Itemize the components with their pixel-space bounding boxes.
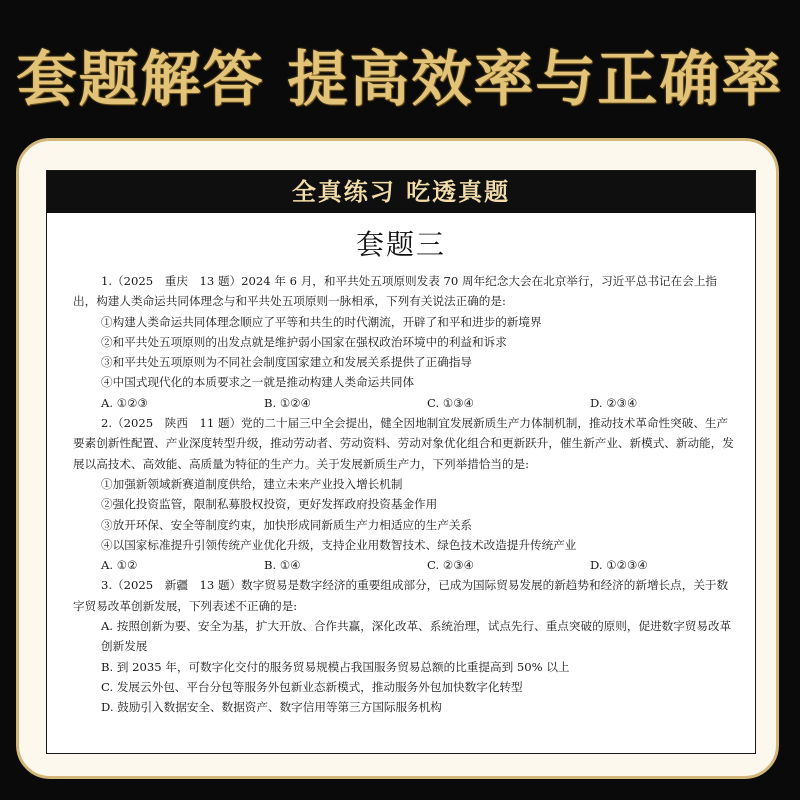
answer-choice: D. ①②③④ bbox=[590, 558, 648, 573]
statement-item: ③和平共处五项原则为不同社会制度国家建立和发展关系提供了正确指导 bbox=[101, 355, 473, 370]
option-item: A. 按照创新为要、安全为基，扩大开放、合作共赢，深化改革、系统治理，试点先行、重点突破的原则，促进数字贸易改革创新发展 bbox=[101, 619, 732, 654]
statement-item: ②和平共处五项原则的出发点就是维护弱小国家在强权政治环境中的利益和诉求 bbox=[101, 334, 507, 349]
answer-choice: A. ①② bbox=[101, 558, 138, 573]
answer-choice: D. ②③④ bbox=[590, 395, 638, 410]
question-stem: 1.（2025 重庆 13 题）2024 年 6 月，和平共处五项原则发表 70 周年纪念大会在北京举行，习近平总书记在会上指出，构建人类命运共同体理念与和平共处五项原则一脉相承，下列有关说法正确的是: bbox=[73, 274, 718, 309]
option-item: C. 发展云外包、平台分包等服务外包新业态新模式，推动服务外包加快数字化转型 bbox=[101, 679, 523, 694]
question-list bbox=[47, 271, 755, 718]
option-item: B. 到 2035 年，可数字化交付的服务贸易规模占我国服务贸易总额的比重提高到 50% 以上 bbox=[101, 659, 570, 674]
question-2 bbox=[73, 413, 739, 575]
option-item: D. 鼓励引入数据安全、数据资产、数字信用等第三方国际服务机构 bbox=[101, 700, 442, 715]
statement-item: ①加强新领域新赛道制度供给，建立未来产业投入增长机制 bbox=[101, 476, 403, 491]
set-title: 套题三 bbox=[355, 228, 446, 261]
statement-item: ④中国式现代化的本质要求之一就是推动构建人类命运共同体 bbox=[101, 375, 415, 390]
answer-choices bbox=[73, 555, 739, 575]
question-stem: 2.（2025 陕西 11 题）党的二十届三中全会提出，健全因地制宜发展新质生产力体制机制，推动技术革命性突破、生产要素创新性配置、产业深度转型升级，推动劳动者、劳动资料、劳动对象优化组合和更新跃升，催生新产业、新模式、新动能，发展以高技术、高效能、高质量为特征的生产力。关于发展新质生产力，下列举措恰当的是: bbox=[73, 416, 734, 471]
statement-item: ③放开环保、安全等制度约束，加快形成同新质生产力相适应的生产关系 bbox=[101, 517, 473, 532]
answer-choice: C. ②③④ bbox=[427, 558, 475, 573]
statement-item: ②强化投资监管，限制私募股权投资，更好发挥政府投资基金作用 bbox=[101, 497, 438, 512]
statement-item: ④以国家标准提升引领传统产业优化升级，支持企业用数智技术、绿色技术改造提升传统产业 bbox=[101, 537, 577, 552]
question-1 bbox=[73, 271, 739, 413]
answer-choices bbox=[73, 393, 739, 413]
answer-choice: C. ①③④ bbox=[427, 395, 475, 410]
answer-choice: B. ①④ bbox=[264, 558, 301, 573]
panel-banner: 全真练习 吃透真题 bbox=[47, 171, 755, 213]
statement-item: ①构建人类命运共同体理念顺应了平等和共生的时代潮流，开辟了和平和进步的新境界 bbox=[101, 314, 542, 329]
answer-choice: A. ①②③ bbox=[101, 395, 148, 410]
promo-headline: 套题解答 提高效率与正确率 bbox=[16, 45, 784, 115]
question-3 bbox=[73, 575, 739, 717]
document-panel bbox=[46, 170, 756, 754]
question-stem: 3.（2025 新疆 13 题）数字贸易是数字经济的重要组成部分，已成为国际贸易发展的新趋势和经济的新增长点，关于数字贸易改革创新发展，下列表述不正确的是: bbox=[73, 578, 729, 613]
answer-choice: B. ①②④ bbox=[264, 395, 312, 410]
